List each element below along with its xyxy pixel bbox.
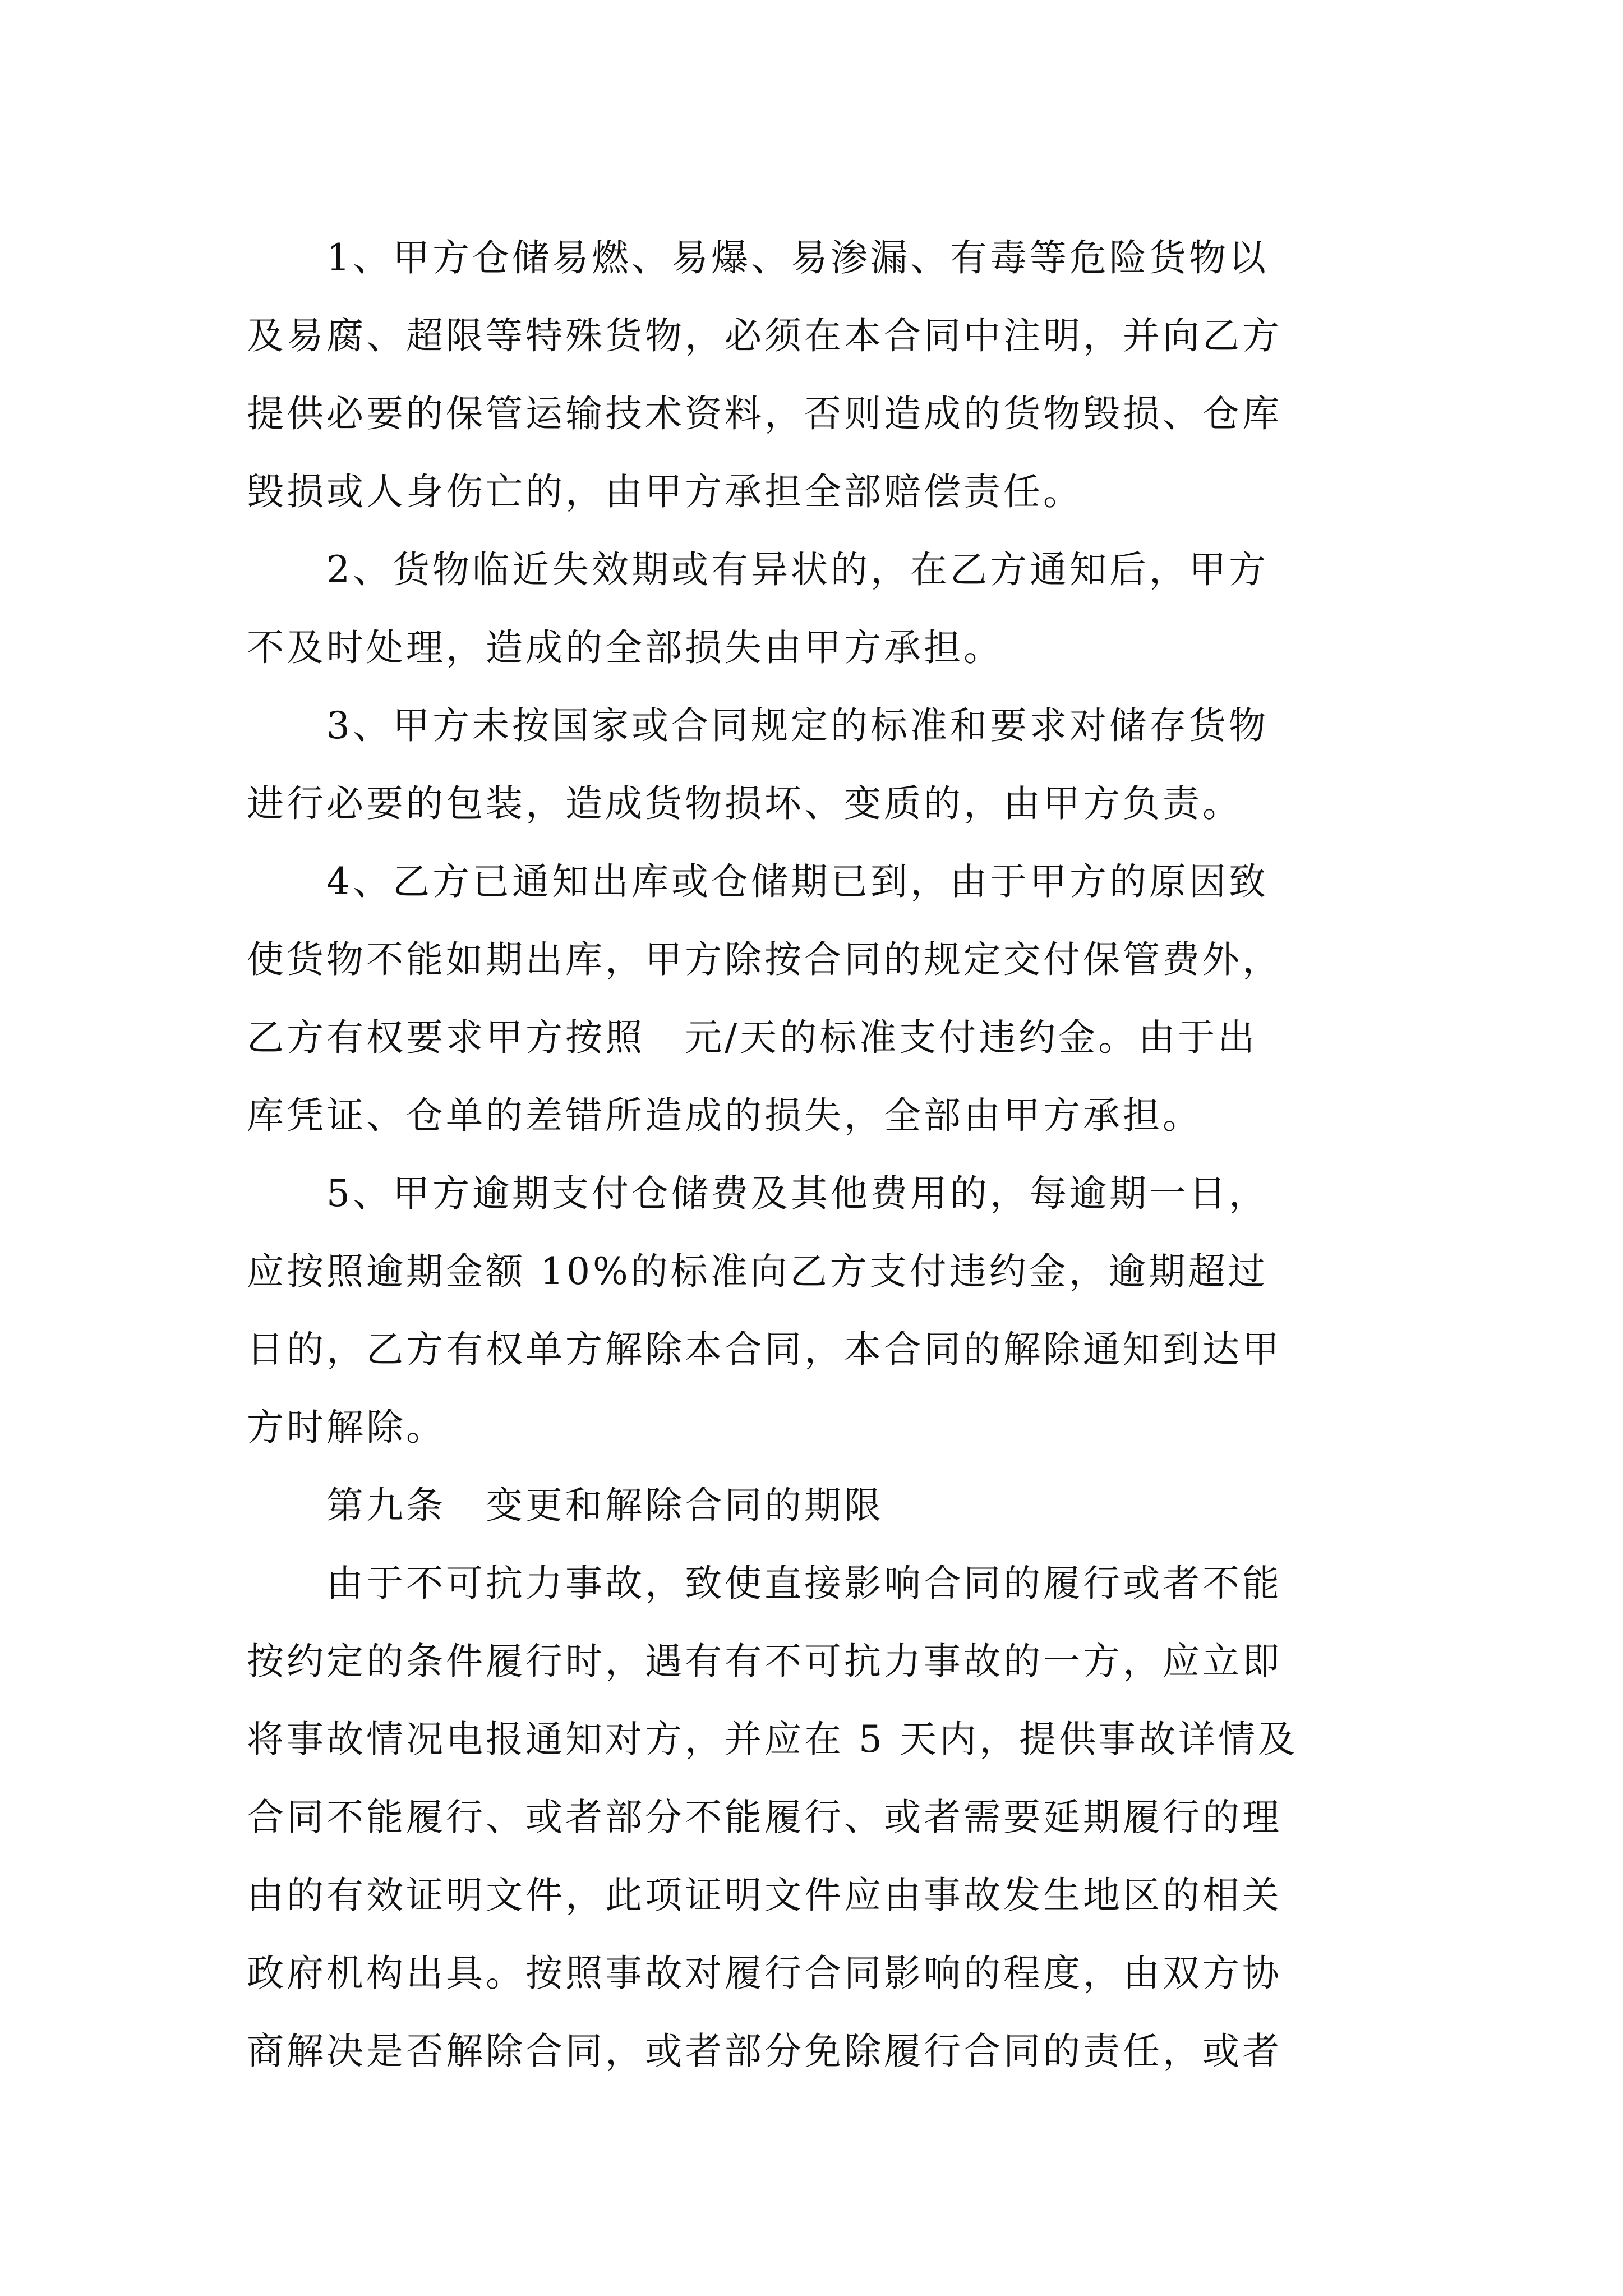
text-line: 进行必要的包装，造成货物损坏、变质的，由甲方负责。 <box>247 782 1242 825</box>
text-line: 3、甲方未按国家或合同规定的标准和要求对储存货物 <box>247 704 1269 747</box>
text-line: 将事故情况电报通知对方，并应在 5 天内，提供事故详情及 <box>247 1718 1298 1761</box>
text-line: 4、乙方已通知出库或仓储期已到，由于甲方的原因致 <box>247 860 1269 903</box>
text-line: 使货物不能如期出库，甲方除按合同的规定交付保管费外， <box>247 938 1282 981</box>
text-line: 方时解除。 <box>247 1406 446 1449</box>
text-line: 不及时处理，造成的全部损失由甲方承担。 <box>247 626 1003 669</box>
text-line: 提供必要的保管运输技术资料，否则造成的货物毁损、仓库 <box>247 392 1282 435</box>
text-line: 5、甲方逾期支付仓储费及其他费用的，每逾期一日， <box>247 1172 1269 1215</box>
text-line: 库凭证、仓单的差错所造成的损失，全部由甲方承担。 <box>247 1094 1202 1137</box>
text-line: 由的有效证明文件，此项证明文件应由事故发生地区的相关 <box>247 1874 1282 1917</box>
text-line: 应按照逾期金额 10%的标准向乙方支付违约金，逾期超过 <box>247 1250 1268 1293</box>
text-line: 1、甲方仓储易燃、易爆、易渗漏、有毒等危险货物以 <box>247 236 1269 279</box>
text-line: 2、货物临近失效期或有异状的，在乙方通知后，甲方 <box>247 548 1269 591</box>
text-line: 合同不能履行、或者部分不能履行、或者需要延期履行的理 <box>247 1796 1282 1839</box>
text-line: 乙方有权要求甲方按照 元/天的标准支付违约金。由于出 <box>247 1016 1258 1059</box>
text-line: 按约定的条件履行时，遇有有不可抗力事故的一方，应立即 <box>247 1640 1282 1683</box>
text-line: 由于不可抗力事故，致使直接影响合同的履行或者不能 <box>247 1562 1282 1605</box>
section-heading: 第九条 变更和解除合同的期限 <box>247 1484 884 1527</box>
text-line: 商解决是否解除合同，或者部分免除履行合同的责任，或者 <box>247 2030 1282 2073</box>
text-line: 毁损或人身伤亡的，由甲方承担全部赔偿责任。 <box>247 470 1083 513</box>
text-line: 日的，乙方有权单方解除本合同，本合同的解除通知到达甲 <box>247 1328 1282 1371</box>
document-body <box>247 219 1402 2090</box>
text-line: 政府机构出具。按照事故对履行合同影响的程度，由双方协 <box>247 1952 1282 1995</box>
text-line: 及易腐、超限等特殊货物，必须在本合同中注明，并向乙方 <box>247 314 1282 357</box>
